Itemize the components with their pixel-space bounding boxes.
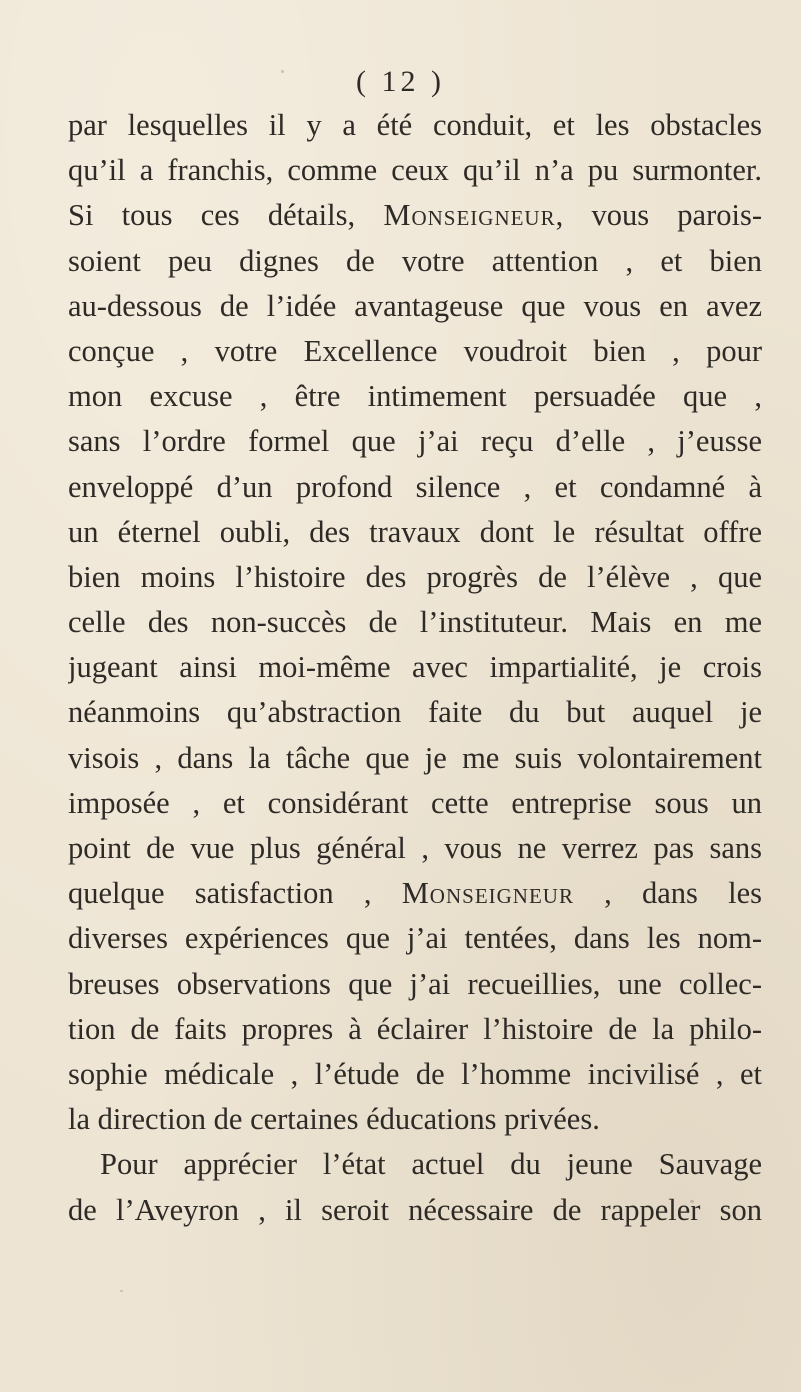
text-line: breuses observations que j’ai recueillies, une collec- xyxy=(68,966,762,1001)
text-line: bien moins l’histoire des progrès de l’élève , que xyxy=(68,559,762,594)
paper-speck xyxy=(281,70,284,73)
text-line: par lesquelles il y a été conduit, et les obstacles xyxy=(68,108,762,142)
text-line: celle des non-succès de l’instituteur. Mais en me xyxy=(68,605,762,640)
text-line xyxy=(68,871,762,916)
text-run: , vous parois- xyxy=(555,198,762,233)
text-line: la direction de certaines éducations privées. xyxy=(68,1102,600,1137)
text-run: Si tous ces détails, xyxy=(68,198,384,233)
text-run: , dans les xyxy=(573,876,762,911)
paper-speck xyxy=(690,1200,694,1203)
text-line: sans l’ordre formel que j’ai reçu d’elle , j’eusse xyxy=(68,424,762,459)
honorific: Monseigneur xyxy=(401,876,574,911)
text-line: néanmoins qu’abstraction faite du but auquel je xyxy=(68,695,762,730)
honorific: Monseigneur xyxy=(383,198,556,233)
text-line: de l’Aveyron , il seroit nécessaire de rappeler son xyxy=(68,1192,762,1227)
text-run: quelque satisfaction , xyxy=(68,876,402,911)
text-line: sophie médicale , l’étude de l’homme incivilisé , et xyxy=(68,1056,762,1091)
text-line: enveloppé d’un profond silence , et condamné à xyxy=(68,469,762,504)
page-number: ( 12 ) xyxy=(356,65,445,98)
text-line: visois , dans la tâche que je me suis volontairement xyxy=(68,740,762,775)
text-line: un éternel oubli, des travaux dont le résultat offre xyxy=(68,514,762,549)
text-line: jugeant ainsi moi-même avec impartialité, je crois xyxy=(68,650,762,685)
text-line: mon excuse , être intimement persuadée que , xyxy=(68,379,762,414)
body-text xyxy=(68,103,762,1233)
text-line: diverses expériences que j’ai tentées, dans les nom- xyxy=(68,921,762,956)
text-line: soient peu dignes de votre attention , et bien xyxy=(68,243,762,278)
text-line: au-dessous de l’idée avantageuse que vous en avez xyxy=(68,288,762,323)
text-line-paragraph-start: Pour apprécier l’état actuel du jeune Sauvage xyxy=(100,1147,762,1182)
paper-speck xyxy=(120,1290,123,1292)
text-line: qu’il a franchis, comme ceux qu’il n’a pu surmonter. xyxy=(68,153,762,188)
text-line: point de vue plus général , vous ne verrez pas sans xyxy=(68,831,762,865)
text-line: imposée , et considérant cette entreprise sous un xyxy=(68,785,762,820)
text-line: tion de faits propres à éclairer l’histoire de la philo- xyxy=(68,1011,762,1046)
text-line xyxy=(68,193,762,238)
text-line: conçue , votre Excellence voudroit bien , pour xyxy=(68,333,762,368)
